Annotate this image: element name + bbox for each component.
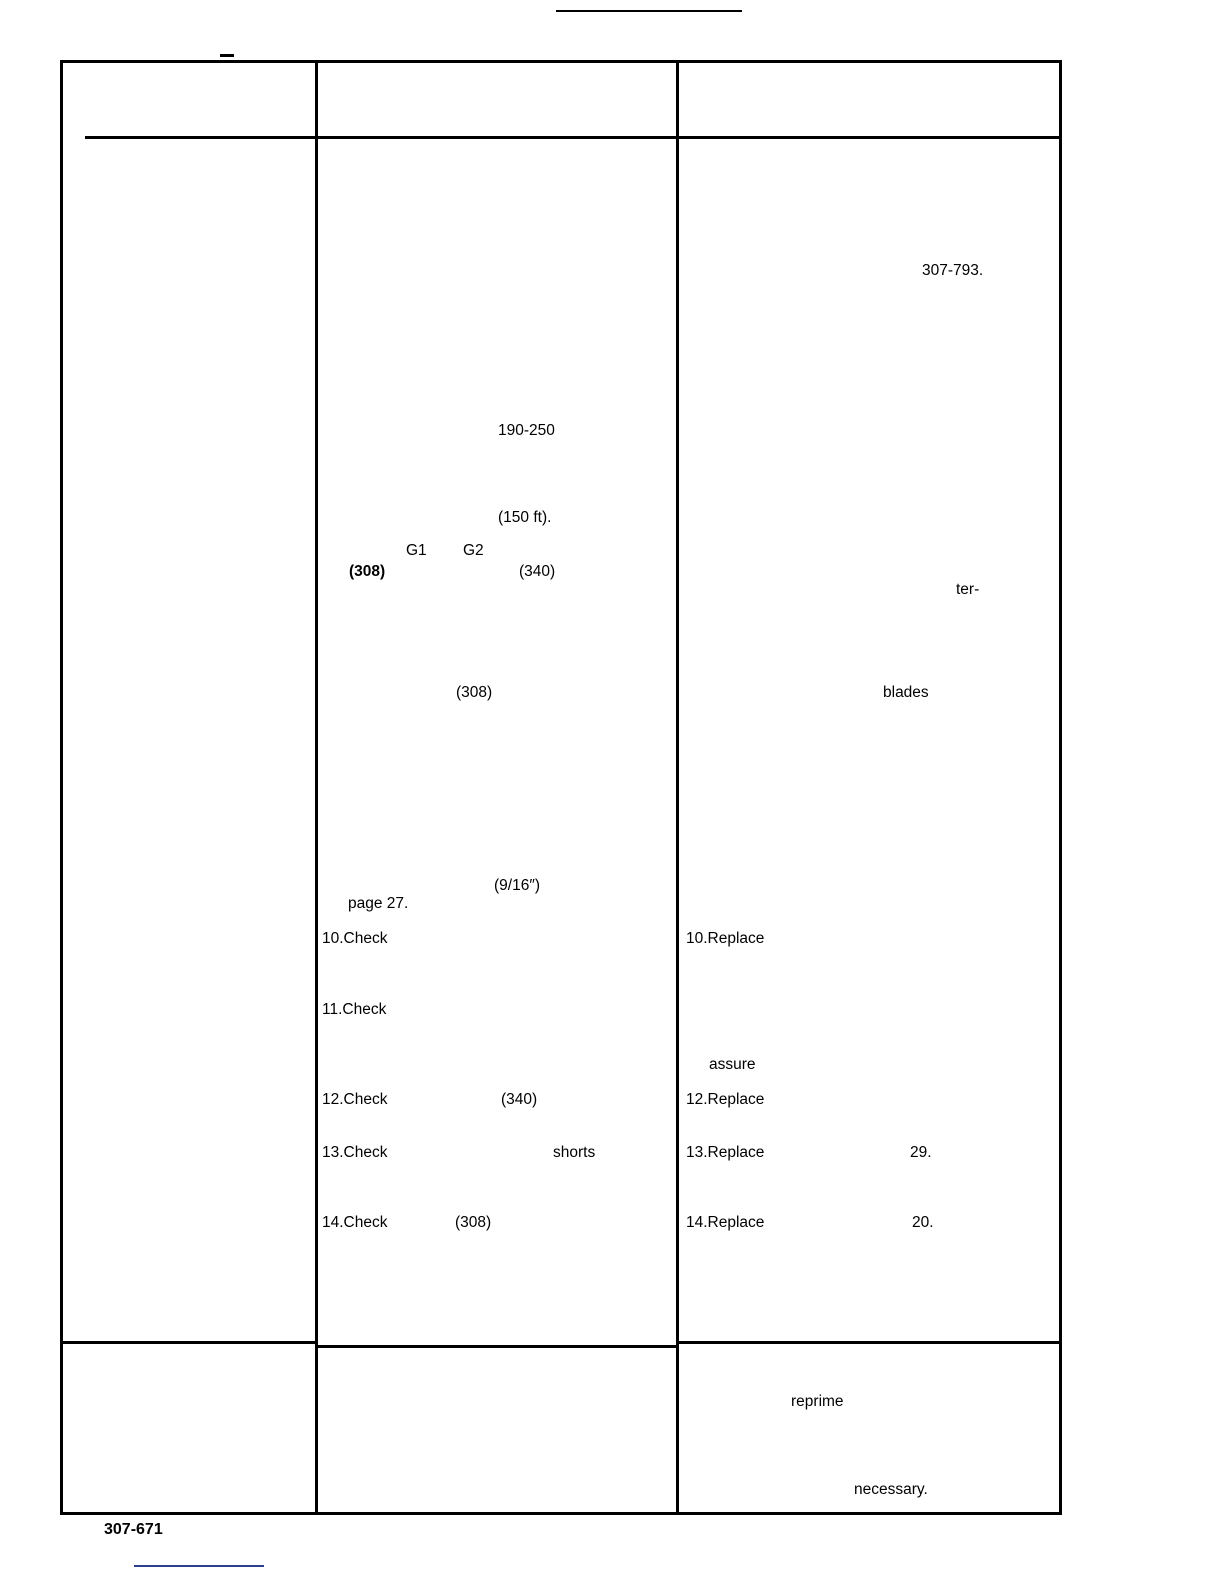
page-caption: 307-671 [104,1521,163,1538]
middle-column-fragment: 190-250 [498,422,555,439]
middle-column-fragment: (150 ft). [498,509,552,526]
middle-column-fragment: (9/16″) [494,877,540,894]
middle-column-fragment: (340) [501,1091,538,1108]
middle-column-fragment: 10.Check [322,930,388,947]
right-column-fragment: 10.Replace [686,930,765,947]
header-rule-middle-right-column [315,136,1062,139]
column-divider-right [676,60,679,1515]
middle-column-fragment: (308) [456,684,493,701]
bottom-rule-left-column [60,1512,315,1515]
footer-rule-left-column [60,1341,315,1344]
footer-rule-middle-column [315,1345,676,1348]
column-divider-left [315,60,318,1515]
middle-column-fragment: 14.Check [322,1214,388,1231]
right-column-fragment: necessary. [854,1481,928,1498]
middle-column-fragment: 11.Check [322,1001,387,1018]
right-column-fragment: 12.Replace [686,1091,765,1108]
right-column-fragment: 20. [912,1214,934,1231]
right-column-fragment: assure [709,1056,756,1073]
header-tick-mark [220,54,234,57]
middle-column-fragment: (308) [349,563,386,580]
footer-rule-right-column [676,1341,1062,1344]
top-rule [556,10,742,12]
middle-column-fragment: 13.Check [322,1144,388,1161]
right-column-fragment: blades [883,684,929,701]
content-table [60,60,1062,1515]
header-rule-left-column [85,136,315,139]
right-column-fragment: ter- [956,581,980,598]
middle-column-fragment: page 27. [348,895,409,912]
middle-column-fragment: shorts [553,1144,596,1161]
middle-column-fragment: G1 [406,542,427,559]
middle-column-fragment: 12.Check [322,1091,388,1108]
middle-column-fragment: G2 [463,542,484,559]
right-column-fragment: 14.Replace [686,1214,765,1231]
right-column-fragment: 13.Replace [686,1144,765,1161]
right-column-fragment: 29. [910,1144,932,1161]
middle-column-fragment: (340) [519,563,556,580]
right-column-fragment: 307-793. [922,262,984,279]
right-column-fragment: reprime [791,1393,844,1410]
footer-link-underline [134,1565,264,1567]
middle-column-fragment: (308) [455,1214,492,1231]
